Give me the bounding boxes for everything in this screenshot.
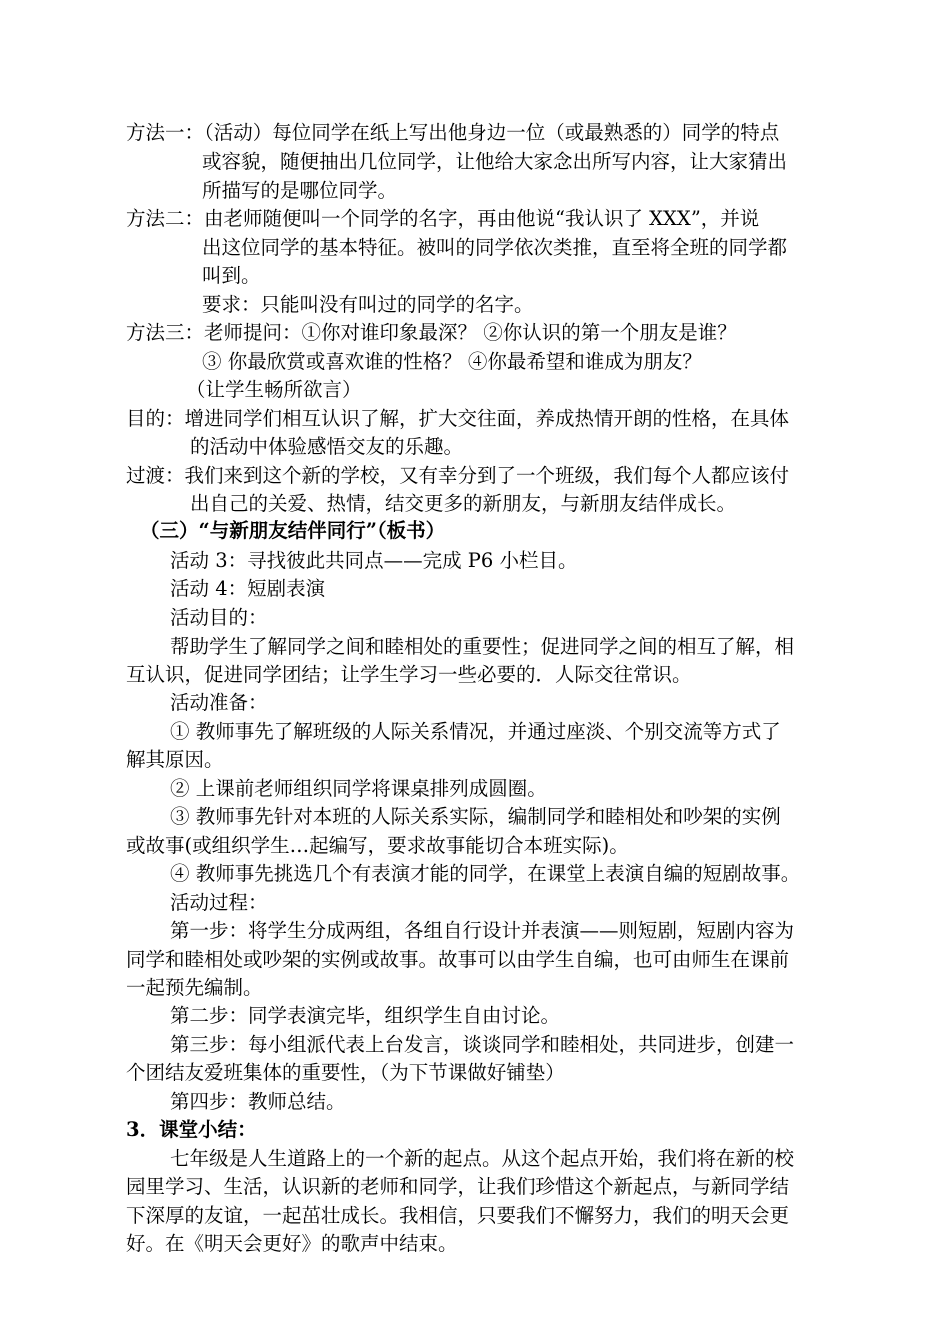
text-line: ③ 你最欣赏或喜欢谁的性格？ ④你最希望和谁成为朋友？ (202, 350, 702, 373)
text-line: 所描写的是哪位同学。 (202, 179, 398, 202)
text-line: 活动目的： (170, 606, 268, 629)
text-line: （让学生畅所欲言） (186, 378, 362, 401)
text-line: 或容貌，随便抽出几位同学，让他给大家念出所写内容，让大家猜出 (202, 150, 788, 173)
text-line: 活动过程： (170, 891, 268, 914)
text-line: 活动 4：短剧表演 (170, 577, 326, 600)
text-line: ② 上课前老师组织同学将课桌排列成圆圈。 (170, 777, 547, 800)
text-line: 要求：只能叫没有叫过的同学的名字。 (202, 293, 534, 316)
text-line: ① 教师事先了解班级的人际关系情况，并通过座淡、个别交流等方式了 (170, 720, 781, 743)
text-line: 活动 3：寻找彼此共同点——完成 P6 小栏目。 (170, 549, 578, 572)
text-line: 一起预先编制。 (126, 976, 263, 999)
text-line: 好。在《明天会更好》的歌声中结束。 (126, 1232, 458, 1255)
text-line: 互认识，促进同学团结；让学生学习一些必要的．人际交往常识。 (126, 663, 692, 686)
text-line: 帮助学生了解同学之间和睦相处的重要性；促进同学之间的相互了解，相 (170, 635, 795, 658)
text-line: 解其原因。 (126, 748, 224, 771)
text-line: 的活动中体验感悟交友的乐趣。 (190, 435, 464, 458)
text-line: ④ 教师事先挑选几个有表演才能的同学，在课堂上表演自编的短剧故事。 (170, 862, 801, 885)
text-line: 叫到。 (202, 264, 261, 287)
text-line: 方法二：由老师随便叫一个同学的名字，再由他说“我认识了 XXX”，并说 (126, 207, 760, 230)
text-line: 过渡：我们来到这个新的学校，又有幸分到了一个班级，我们每个人都应该付 (126, 464, 790, 487)
text-line: 出自己的关爱、热情，结交更多的新朋友，与新朋友结伴成长。 (190, 492, 737, 515)
text-line: 第一步：将学生分成两组，各组自行设计并表演——则短剧，短剧内容为 (170, 919, 795, 942)
text-line: 同学和睦相处或吵架的实例或故事。故事可以由学生自编，也可由师生在课前 (126, 948, 790, 971)
text-line: 七年级是人生道路上的一个新的起点。从这个起点开始，我们将在新的校 (170, 1147, 795, 1170)
text-line: 第四步：教师总结。 (170, 1090, 346, 1113)
text-line: 园里学习、生活，认识新的老师和同学，让我们珍惜这个新起点，与新同学结 (126, 1175, 790, 1198)
text-line: 出这位同学的基本特征。被叫的同学依次类推，直至将全班的同学都 (202, 236, 788, 259)
text-line: 活动准备： (170, 691, 268, 714)
text-line: 或故事(或组织学生…起编写，要求故事能切合本班实际)。 (126, 834, 629, 857)
section-heading: （三）“与新朋友结伴同行”（板书） (140, 519, 446, 542)
text-line: 下深厚的友谊，一起茁壮成长。我相信，只要我们不懈努力，我们的明天会更 (126, 1204, 790, 1227)
text-line: 第二步：同学表演完毕，组织学生自由讨论。 (170, 1004, 561, 1027)
text-line: ③ 教师事先针对本班的人际关系实际，编制同学和睦相处和吵架的实例 (170, 805, 781, 828)
text-line: 方法三：老师提问：①你对谁印象最深？ ②你认识的第一个朋友是谁？ (126, 321, 737, 344)
section-heading: 3．课堂小结： (126, 1118, 257, 1141)
text-line: 第三步：每小组派代表上台发言，谈谈同学和睦相处，共同进步，创建一 (170, 1033, 795, 1056)
text-line: 方法一：（活动）每位同学在纸上写出他身边一位（或最熟悉的）同学的特点 (126, 121, 780, 144)
text-line: 目的：增进同学们相互认识了解，扩大交往面，养成热情开朗的性格，在具体 (126, 407, 790, 430)
text-line: 个团结友爱班集体的重要性，（为下节课做好铺垫） (126, 1061, 565, 1084)
